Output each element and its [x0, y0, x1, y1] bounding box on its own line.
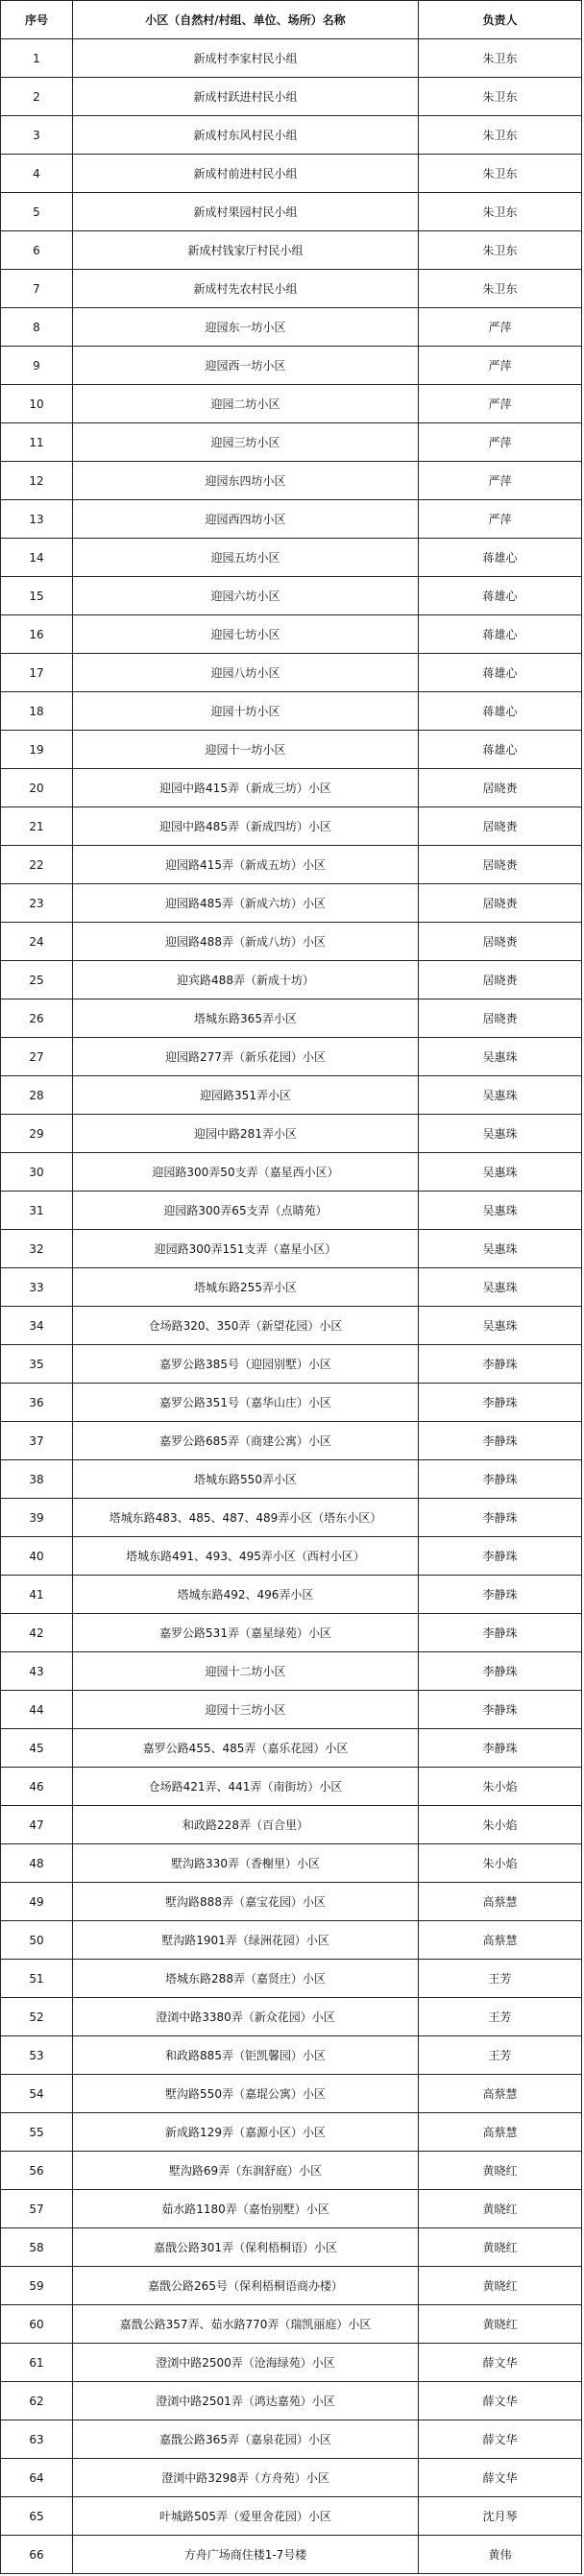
cell-serial: 8	[1, 308, 73, 347]
cell-serial: 6	[1, 231, 73, 270]
table-row	[1, 2228, 582, 2267]
cell-serial: 32	[1, 1230, 73, 1268]
table-row	[1, 1537, 582, 1576]
cell-serial: 9	[1, 347, 73, 385]
table-row	[1, 807, 582, 846]
cell-person-in-charge: 王芳	[419, 1998, 582, 2036]
table-row	[1, 1729, 582, 1768]
cell-serial: 40	[1, 1537, 73, 1576]
cell-serial: 16	[1, 615, 73, 654]
cell-community-name: 墅沟路550弄（嘉琨公寓）小区	[73, 2075, 419, 2113]
cell-community-name: 墅沟路330弄（香榭里）小区	[73, 1844, 419, 1883]
table-row	[1, 1345, 582, 1384]
cell-person-in-charge: 王芳	[419, 2036, 582, 2075]
table-row	[1, 846, 582, 884]
cell-person-in-charge: 黄晓红	[419, 2190, 582, 2228]
table-row	[1, 116, 582, 155]
cell-person-in-charge: 严萍	[419, 462, 582, 500]
cell-serial: 34	[1, 1307, 73, 1345]
cell-community-name: 迎园路300弄151支弄（嘉星小区）	[73, 1230, 419, 1268]
cell-serial: 20	[1, 769, 73, 807]
table-row	[1, 2459, 582, 2497]
cell-person-in-charge: 严萍	[419, 385, 582, 423]
cell-serial: 5	[1, 193, 73, 231]
cell-community-name: 仓场路320、350弄（新望花园）小区	[73, 1307, 419, 1345]
cell-community-name: 新成村果园村民小组	[73, 193, 419, 231]
cell-serial: 17	[1, 654, 73, 692]
cell-serial: 56	[1, 2152, 73, 2190]
cell-community-name: 迎园路488弄（新成八坊）小区	[73, 923, 419, 961]
cell-person-in-charge: 李静珠	[419, 1729, 582, 1768]
cell-person-in-charge: 李静珠	[419, 1576, 582, 1614]
table-row	[1, 1192, 582, 1230]
cell-community-name: 迎园中路415弄（新成三坊）小区	[73, 769, 419, 807]
cell-community-name: 塔城东路492、496弄小区	[73, 1576, 419, 1614]
cell-person-in-charge: 吴惠珠	[419, 1076, 582, 1115]
cell-community-name: 新成路129弄（嘉源小区）小区	[73, 2113, 419, 2152]
table-row	[1, 731, 582, 769]
cell-person-in-charge: 蒋雄心	[419, 654, 582, 692]
cell-serial: 19	[1, 731, 73, 769]
cell-serial: 4	[1, 155, 73, 193]
cell-person-in-charge: 朱卫东	[419, 78, 582, 116]
cell-person-in-charge: 李静珠	[419, 1499, 582, 1537]
cell-community-name: 仓场路421弄、441弄（南街坊）小区	[73, 1768, 419, 1806]
cell-person-in-charge: 朱卫东	[419, 116, 582, 155]
cell-person-in-charge: 朱小焰	[419, 1768, 582, 1806]
cell-person-in-charge: 薛文华	[419, 2344, 582, 2382]
cell-person-in-charge: 蒋雄心	[419, 615, 582, 654]
table-row	[1, 692, 582, 731]
cell-community-name: 迎园东四坊小区	[73, 462, 419, 500]
table-row	[1, 654, 582, 692]
table-row	[1, 884, 582, 923]
cell-person-in-charge: 王芳	[419, 1960, 582, 1998]
cell-person-in-charge: 朱卫东	[419, 231, 582, 270]
cell-serial: 66	[1, 2536, 73, 2574]
table-row	[1, 1921, 582, 1960]
cell-serial: 58	[1, 2228, 73, 2267]
cell-serial: 54	[1, 2075, 73, 2113]
cell-person-in-charge: 蒋雄心	[419, 731, 582, 769]
cell-community-name: 迎园西一坊小区	[73, 347, 419, 385]
cell-community-name: 迎园十一坊小区	[73, 731, 419, 769]
header-community-name: 小区（自然村/村组、单位、场所）名称	[73, 1, 419, 39]
table-row	[1, 769, 582, 807]
table-row	[1, 2190, 582, 2228]
cell-community-name: 墅沟路1901弄（绿洲花园）小区	[73, 1921, 419, 1960]
cell-community-name: 澄浏中路3298弄（方舟苑）小区	[73, 2459, 419, 2497]
cell-serial: 46	[1, 1768, 73, 1806]
cell-serial: 36	[1, 1384, 73, 1422]
cell-community-name: 迎园五坊小区	[73, 539, 419, 577]
table-row	[1, 1460, 582, 1499]
cell-person-in-charge: 蒋雄心	[419, 577, 582, 615]
table-row	[1, 1576, 582, 1614]
header-person-in-charge: 负责人	[419, 1, 582, 39]
cell-person-in-charge: 蒋雄心	[419, 692, 582, 731]
cell-community-name: 迎园七坊小区	[73, 615, 419, 654]
cell-serial: 12	[1, 462, 73, 500]
cell-community-name: 嘉罗公路685弄（商建公寓）小区	[73, 1422, 419, 1460]
cell-person-in-charge: 居晓赉	[419, 961, 582, 999]
cell-community-name: 迎园中路281弄小区	[73, 1115, 419, 1153]
cell-person-in-charge: 严萍	[419, 347, 582, 385]
cell-person-in-charge: 李静珠	[419, 1691, 582, 1729]
cell-community-name: 迎园六坊小区	[73, 577, 419, 615]
cell-serial: 13	[1, 500, 73, 539]
cell-community-name: 和政路228弄（百合里）	[73, 1806, 419, 1844]
cell-serial: 65	[1, 2497, 73, 2536]
cell-serial: 64	[1, 2459, 73, 2497]
cell-community-name: 叶城路505弄（爱里舍花园）小区	[73, 2497, 419, 2536]
table-row	[1, 2113, 582, 2152]
cell-person-in-charge: 居晓赉	[419, 769, 582, 807]
table-row	[1, 1844, 582, 1883]
cell-community-name: 方舟广场商住楼1-7号楼	[73, 2536, 419, 2574]
cell-person-in-charge: 居晓赉	[419, 807, 582, 846]
table-row	[1, 2536, 582, 2574]
cell-community-name: 迎园三坊小区	[73, 423, 419, 462]
cell-community-name: 塔城东路365弄小区	[73, 999, 419, 1038]
cell-person-in-charge: 薛文华	[419, 2420, 582, 2459]
cell-person-in-charge: 高蔡慧	[419, 1921, 582, 1960]
cell-person-in-charge: 李静珠	[419, 1460, 582, 1499]
cell-serial: 15	[1, 577, 73, 615]
cell-person-in-charge: 蒋雄心	[419, 539, 582, 577]
cell-serial: 27	[1, 1038, 73, 1076]
cell-person-in-charge: 吴惠珠	[419, 1268, 582, 1307]
cell-community-name: 迎园十三坊小区	[73, 1691, 419, 1729]
table-row	[1, 2036, 582, 2075]
cell-person-in-charge: 吴惠珠	[419, 1038, 582, 1076]
cell-community-name: 迎园路485弄（新成六坊）小区	[73, 884, 419, 923]
cell-serial: 41	[1, 1576, 73, 1614]
table-row	[1, 923, 582, 961]
cell-person-in-charge: 李静珠	[419, 1652, 582, 1691]
cell-serial: 49	[1, 1883, 73, 1921]
cell-serial: 18	[1, 692, 73, 731]
cell-person-in-charge: 朱卫东	[419, 39, 582, 78]
cell-community-name: 塔城东路491、493、495弄小区（西村小区）	[73, 1537, 419, 1576]
table-header-row	[1, 1, 582, 39]
cell-serial: 35	[1, 1345, 73, 1384]
table-row	[1, 2497, 582, 2536]
cell-community-name: 新成村钱家厅村民小组	[73, 231, 419, 270]
cell-person-in-charge: 朱卫东	[419, 270, 582, 308]
cell-community-name: 嘉戬公路357弄、茹水路770弄（瑞凯丽庭）小区	[73, 2305, 419, 2344]
cell-serial: 61	[1, 2344, 73, 2382]
header-serial: 序号	[1, 1, 73, 39]
cell-serial: 48	[1, 1844, 73, 1883]
table-row	[1, 999, 582, 1038]
table-row	[1, 270, 582, 308]
table-row	[1, 1806, 582, 1844]
cell-community-name: 墅沟路888弄（嘉宝花园）小区	[73, 1883, 419, 1921]
table-row	[1, 615, 582, 654]
cell-serial: 51	[1, 1960, 73, 1998]
cell-serial: 50	[1, 1921, 73, 1960]
cell-serial: 39	[1, 1499, 73, 1537]
cell-community-name: 塔城东路483、485、487、489弄小区（塔东小区）	[73, 1499, 419, 1537]
table-row	[1, 462, 582, 500]
table-row	[1, 1499, 582, 1537]
cell-community-name: 新成村李家村民小组	[73, 39, 419, 78]
cell-community-name: 嘉戬公路265号（保利梧桐语商办楼）	[73, 2267, 419, 2305]
cell-community-name: 迎宾路488弄（新成十坊）	[73, 961, 419, 999]
table-row	[1, 231, 582, 270]
table-row	[1, 2152, 582, 2190]
table-row	[1, 78, 582, 116]
cell-serial: 1	[1, 39, 73, 78]
table-row	[1, 1307, 582, 1345]
cell-serial: 44	[1, 1691, 73, 1729]
cell-serial: 23	[1, 884, 73, 923]
table-row	[1, 385, 582, 423]
cell-community-name: 嘉罗公路385号（迎园别墅）小区	[73, 1345, 419, 1384]
cell-serial: 55	[1, 2113, 73, 2152]
cell-community-name: 茹水路1180弄（嘉怡别墅）小区	[73, 2190, 419, 2228]
cell-serial: 38	[1, 1460, 73, 1499]
table-row	[1, 539, 582, 577]
cell-person-in-charge: 李静珠	[419, 1614, 582, 1652]
cell-person-in-charge: 黄晓红	[419, 2267, 582, 2305]
cell-serial: 24	[1, 923, 73, 961]
cell-person-in-charge: 严萍	[419, 500, 582, 539]
cell-person-in-charge: 居晓赉	[419, 923, 582, 961]
cell-community-name: 塔城东路255弄小区	[73, 1268, 419, 1307]
table-row	[1, 1153, 582, 1192]
cell-person-in-charge: 居晓赉	[419, 999, 582, 1038]
cell-community-name: 和政路885弄（钜凯馨园）小区	[73, 2036, 419, 2075]
cell-community-name: 新成村前进村民小组	[73, 155, 419, 193]
cell-person-in-charge: 李静珠	[419, 1422, 582, 1460]
cell-serial: 33	[1, 1268, 73, 1307]
table-row	[1, 1422, 582, 1460]
cell-community-name: 迎园东一坊小区	[73, 308, 419, 347]
table-row	[1, 2267, 582, 2305]
cell-community-name: 嘉戬公路365弄（嘉泉花园）小区	[73, 2420, 419, 2459]
table-row	[1, 155, 582, 193]
table-row	[1, 2075, 582, 2113]
cell-community-name: 嘉罗公路455、485弄（嘉乐花园）小区	[73, 1729, 419, 1768]
cell-serial: 10	[1, 385, 73, 423]
cell-person-in-charge: 吴惠珠	[419, 1192, 582, 1230]
table-row	[1, 1076, 582, 1115]
cell-serial: 53	[1, 2036, 73, 2075]
cell-person-in-charge: 沈月琴	[419, 2497, 582, 2536]
cell-serial: 47	[1, 1806, 73, 1844]
cell-serial: 43	[1, 1652, 73, 1691]
cell-person-in-charge: 李静珠	[419, 1384, 582, 1422]
cell-person-in-charge: 薛文华	[419, 2459, 582, 2497]
cell-person-in-charge: 黄晓红	[419, 2152, 582, 2190]
cell-person-in-charge: 吴惠珠	[419, 1230, 582, 1268]
cell-community-name: 迎园路300弄50支弄（嘉星西小区）	[73, 1153, 419, 1192]
cell-person-in-charge: 吴惠珠	[419, 1307, 582, 1345]
cell-community-name: 迎园十二坊小区	[73, 1652, 419, 1691]
cell-community-name: 新成村先农村民小组	[73, 270, 419, 308]
cell-community-name: 嘉戬公路301弄（保利梧桐语）小区	[73, 2228, 419, 2267]
cell-community-name: 澄浏中路2501弄（鸿达嘉苑）小区	[73, 2382, 419, 2420]
cell-serial: 2	[1, 78, 73, 116]
cell-person-in-charge: 朱小焰	[419, 1806, 582, 1844]
cell-person-in-charge: 高蔡慧	[419, 1883, 582, 1921]
table-row	[1, 1652, 582, 1691]
cell-community-name: 迎园十坊小区	[73, 692, 419, 731]
cell-community-name: 迎园中路485弄（新成四坊）小区	[73, 807, 419, 846]
cell-serial: 52	[1, 1998, 73, 2036]
cell-community-name: 新成村东风村民小组	[73, 116, 419, 155]
cell-community-name: 迎园路300弄65支弄（点睛苑）	[73, 1192, 419, 1230]
table-row	[1, 1883, 582, 1921]
cell-serial: 45	[1, 1729, 73, 1768]
cell-serial: 29	[1, 1115, 73, 1153]
table-row	[1, 2344, 582, 2382]
cell-community-name: 迎园路277弄（新乐花园）小区	[73, 1038, 419, 1076]
cell-person-in-charge: 李静珠	[419, 1345, 582, 1384]
cell-person-in-charge: 居晓赉	[419, 846, 582, 884]
cell-serial: 37	[1, 1422, 73, 1460]
cell-serial: 42	[1, 1614, 73, 1652]
table-row	[1, 1960, 582, 1998]
table-row	[1, 2420, 582, 2459]
cell-serial: 14	[1, 539, 73, 577]
table-row	[1, 1614, 582, 1652]
cell-serial: 62	[1, 2382, 73, 2420]
cell-person-in-charge: 居晓赉	[419, 884, 582, 923]
table-row	[1, 2382, 582, 2420]
cell-serial: 28	[1, 1076, 73, 1115]
cell-community-name: 迎园二坊小区	[73, 385, 419, 423]
cell-community-name: 嘉罗公路351号（嘉华山庄）小区	[73, 1384, 419, 1422]
cell-serial: 26	[1, 999, 73, 1038]
cell-serial: 57	[1, 2190, 73, 2228]
cell-serial: 11	[1, 423, 73, 462]
cell-community-name: 澄浏中路3380弄（新众花园）小区	[73, 1998, 419, 2036]
cell-person-in-charge: 吴惠珠	[419, 1153, 582, 1192]
table-row	[1, 347, 582, 385]
cell-person-in-charge: 朱小焰	[419, 1844, 582, 1883]
cell-serial: 21	[1, 807, 73, 846]
table-row	[1, 2305, 582, 2344]
cell-serial: 3	[1, 116, 73, 155]
table-row	[1, 193, 582, 231]
table-row	[1, 1230, 582, 1268]
cell-community-name: 迎园八坊小区	[73, 654, 419, 692]
table-row	[1, 1691, 582, 1729]
cell-person-in-charge: 严萍	[419, 423, 582, 462]
table-row	[1, 1268, 582, 1307]
cell-community-name: 墅沟路69弄（东润舒庭）小区	[73, 2152, 419, 2190]
cell-serial: 7	[1, 270, 73, 308]
cell-person-in-charge: 黄伟	[419, 2536, 582, 2574]
cell-person-in-charge: 吴惠珠	[419, 1115, 582, 1153]
table-row	[1, 1768, 582, 1806]
cell-serial: 60	[1, 2305, 73, 2344]
table-row	[1, 1038, 582, 1076]
cell-person-in-charge: 朱卫东	[419, 155, 582, 193]
cell-person-in-charge: 黄晓红	[419, 2228, 582, 2267]
cell-serial: 31	[1, 1192, 73, 1230]
cell-community-name: 迎园路351弄小区	[73, 1076, 419, 1115]
cell-serial: 25	[1, 961, 73, 999]
table-row	[1, 1384, 582, 1422]
table-body	[1, 39, 582, 2574]
table-row	[1, 308, 582, 347]
cell-person-in-charge: 严萍	[419, 308, 582, 347]
cell-community-name: 塔城东路288弄（嘉贤庄）小区	[73, 1960, 419, 1998]
table-row	[1, 1115, 582, 1153]
cell-person-in-charge: 黄晓红	[419, 2305, 582, 2344]
cell-serial: 59	[1, 2267, 73, 2305]
cell-person-in-charge: 朱卫东	[419, 193, 582, 231]
cell-community-name: 迎园路415弄（新成五坊）小区	[73, 846, 419, 884]
cell-community-name: 新成村跃进村民小组	[73, 78, 419, 116]
table-row	[1, 961, 582, 999]
cell-person-in-charge: 高蔡慧	[419, 2113, 582, 2152]
cell-serial: 63	[1, 2420, 73, 2459]
cell-person-in-charge: 薛文华	[419, 2382, 582, 2420]
cell-community-name: 澄浏中路2500弄（沧海绿苑）小区	[73, 2344, 419, 2382]
cell-person-in-charge: 高蔡慧	[419, 2075, 582, 2113]
cell-community-name: 塔城东路550弄小区	[73, 1460, 419, 1499]
table-row	[1, 1998, 582, 2036]
cell-community-name: 迎园西四坊小区	[73, 500, 419, 539]
table-row	[1, 423, 582, 462]
cell-serial: 22	[1, 846, 73, 884]
cell-community-name: 嘉罗公路531弄（嘉星绿苑）小区	[73, 1614, 419, 1652]
table-row	[1, 39, 582, 78]
cell-person-in-charge: 李静珠	[419, 1537, 582, 1576]
cell-serial: 30	[1, 1153, 73, 1192]
table-row	[1, 500, 582, 539]
table-row	[1, 577, 582, 615]
